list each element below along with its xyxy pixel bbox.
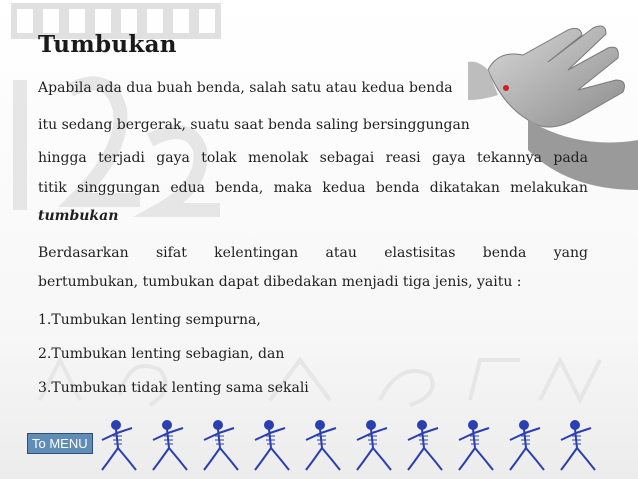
word: dikatakan <box>429 180 500 196</box>
word: gaya <box>156 150 190 166</box>
skeleton-icon <box>357 421 391 470</box>
word: gaya <box>432 150 466 166</box>
word: kedua <box>322 180 366 196</box>
text-line-6 <box>38 246 588 260</box>
word: Berdasarkan <box>38 245 129 261</box>
text-line-1: Apabila ada dua buah benda, salah satu atau kedua benda <box>38 80 453 96</box>
word: pada <box>553 150 588 166</box>
list-item-1: 1.Tumbukan lenting sempurna, <box>38 312 261 328</box>
dancing-skeletons <box>88 418 628 478</box>
skeleton-icon <box>561 421 595 470</box>
skeleton-icon <box>510 421 544 470</box>
word: terjadi <box>98 150 145 166</box>
list-item-3: 3.Tumbukan tidak lenting sama sekali <box>38 380 309 396</box>
text-line-4 <box>38 181 588 195</box>
word: kelentingan <box>214 245 299 261</box>
word: benda <box>375 180 420 196</box>
word: tolak <box>201 150 237 166</box>
word: melakukan <box>510 180 588 196</box>
skeleton-icon <box>459 421 493 470</box>
term-tumbukan: tumbukan <box>38 208 119 224</box>
word: singgungan <box>77 180 160 196</box>
word: tekannya <box>476 150 542 166</box>
skeleton-icon <box>255 421 289 470</box>
text-line-3 <box>38 151 588 165</box>
word: yang <box>553 245 588 261</box>
word: benda, <box>215 180 264 196</box>
word: benda <box>482 245 527 261</box>
skeleton-icon <box>408 421 442 470</box>
word: hingga <box>38 150 87 166</box>
to-menu-button[interactable]: To MENU <box>27 433 93 454</box>
word: menolak <box>247 150 309 166</box>
word: titik <box>38 180 67 196</box>
list-item-2: 2.Tumbukan lenting sebagian, dan <box>38 346 285 362</box>
skeleton-icon <box>306 421 340 470</box>
word: reasi <box>385 150 421 166</box>
slide-title: Tumbukan <box>38 31 177 58</box>
word: maka <box>273 180 313 196</box>
text-line-2: itu sedang bergerak, suatu saat benda saling bersinggungan <box>38 117 470 133</box>
skeleton-icon <box>204 421 238 470</box>
skeleton-icon <box>153 421 187 470</box>
word: sebagai <box>319 150 375 166</box>
word: atau <box>325 245 357 261</box>
word: elastisitas <box>384 245 456 261</box>
text-line-7: bertumbukan, tumbukan dapat dibedakan menjadi tiga jenis, yaitu : <box>38 274 522 290</box>
word: edua <box>170 180 205 196</box>
skeleton-icon <box>102 421 136 470</box>
word: sifat <box>156 245 187 261</box>
